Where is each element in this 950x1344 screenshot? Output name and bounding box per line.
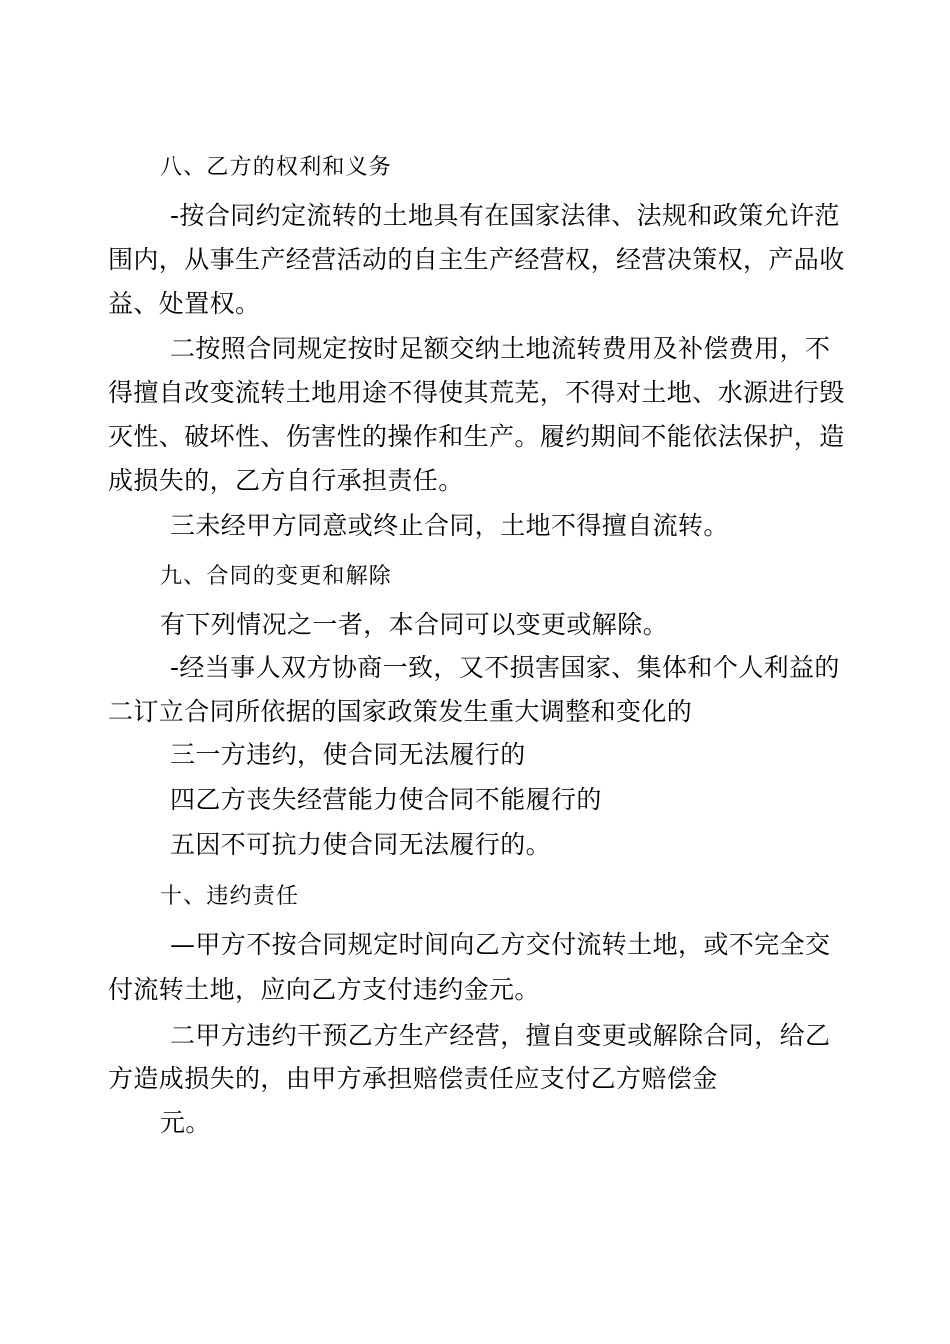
- paragraph-line: 四乙方丧失经营能力使合同不能履行的: [170, 785, 602, 814]
- paragraph-line: 成损失的，乙方自行承担责任。: [108, 466, 464, 495]
- paragraph-line: -按合同约定流转的土地具有在国家法律、法规和政策允许范: [170, 201, 840, 230]
- paragraph-line: 五因不可抗力使合同无法履行的。: [170, 830, 552, 859]
- paragraph-line: 三一方违约，使合同无法履行的: [170, 740, 526, 769]
- paragraph-line: 二甲方违约干预乙方生产经营，擅自变更或解除合同，给乙: [170, 1021, 831, 1050]
- paragraph-line: 三未经甲方同意或终止合同，土地不得擅自流转。: [170, 511, 729, 540]
- section-heading-change-termination: 九、合同的变更和解除: [160, 564, 393, 589]
- paragraph-line: 有下列情况之一者，本合同可以变更或解除。: [160, 610, 669, 639]
- paragraph-line: 元。: [160, 1108, 211, 1137]
- paragraph-line: 二按照合同规定按时足额交纳土地流转费用及补偿费用，不: [170, 334, 831, 363]
- paragraph-line: 益、处置权。: [108, 289, 261, 318]
- section-heading-liability: 十、违约责任: [160, 884, 300, 909]
- paragraph-line: 二订立合同所依据的国家政策发生重大调整和变化的: [108, 697, 693, 726]
- section-heading-rights-obligations: 八、乙方的权利和义务: [160, 155, 393, 180]
- paragraph-line: 方造成损失的，由甲方承担赔偿责任应支付乙方赔偿金: [108, 1064, 718, 1093]
- paragraph-line: —甲方不按合同规定时间向乙方交付流转土地，或不完全交: [170, 930, 831, 959]
- paragraph-line: 付流转土地，应向乙方支付违约金元。: [108, 975, 540, 1004]
- paragraph-line: -经当事人双方协商一致，又不损害国家、集体和个人利益的: [170, 653, 840, 682]
- paragraph-line: 灭性、破坏性、伤害性的操作和生产。履约期间不能依法保护，造: [108, 422, 845, 451]
- paragraph-line: 得擅自改变流转土地用途不得使其荒芜，不得对土地、水源进行毁: [108, 378, 845, 407]
- paragraph-line: 围内，从事生产经营活动的自主生产经营权，经营决策权，产品收: [108, 245, 845, 274]
